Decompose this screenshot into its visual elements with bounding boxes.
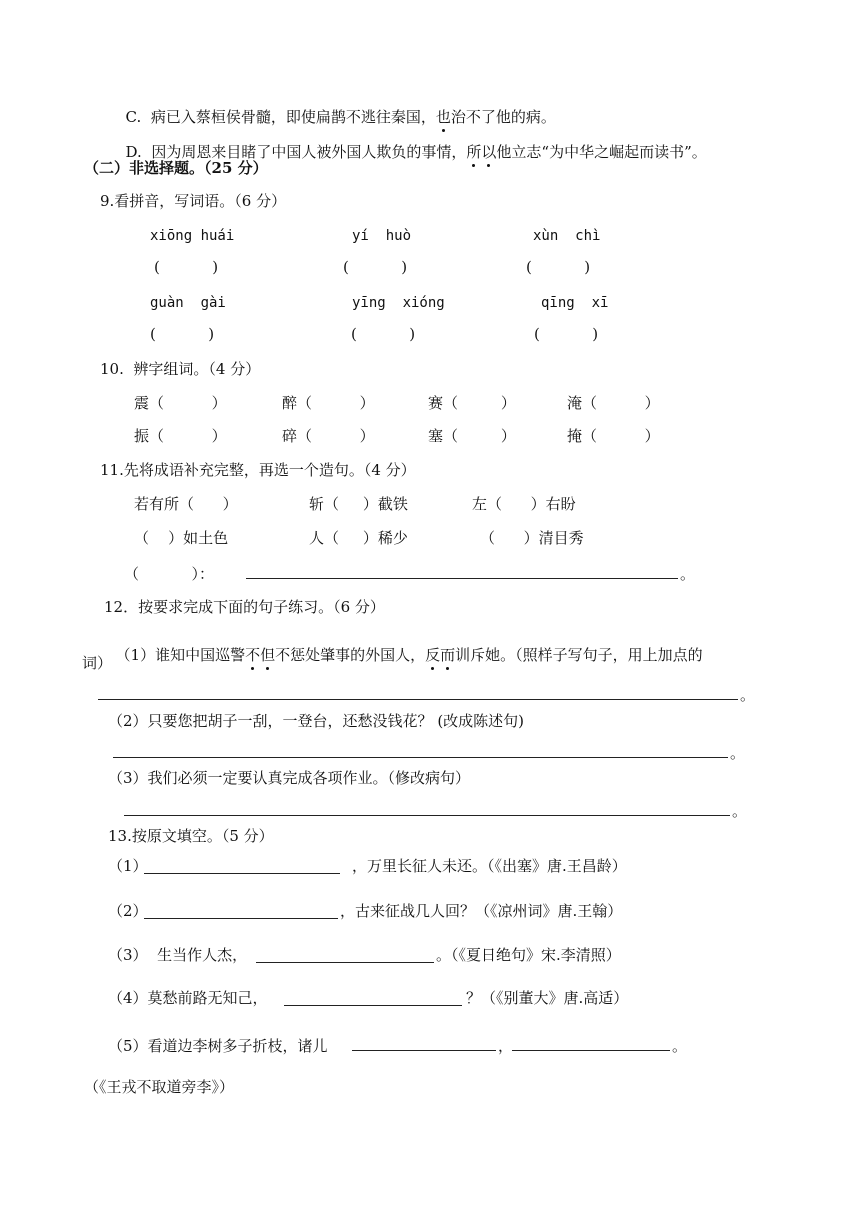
q12-answer-line-2[interactable] <box>113 757 728 758</box>
poem-line-3-text: 。（《夏日绝句》宋.李清照） <box>436 946 621 964</box>
sentence-end: 。 <box>680 565 696 583</box>
poem-line-5-end: 。 <box>672 1037 688 1055</box>
char-group-5[interactable]: 振（ ） <box>134 427 227 445</box>
q13-title: 13.按原文填空。（5 分） <box>108 827 274 845</box>
q10-title: 10. 辨字组词。（4 分） <box>100 360 261 378</box>
idiom-4[interactable]: （ ）如土色 <box>134 529 229 547</box>
char-group-2[interactable]: 醉（ ） <box>282 394 375 412</box>
q12-sentence-1 <box>106 625 703 665</box>
option-d-text-end: 他立志“为中华之崛起而读书”。 <box>496 143 707 161</box>
pinyin-6: qīng xī <box>541 295 609 311</box>
char-group-6[interactable]: 碎（ ） <box>282 427 375 445</box>
q12-sentence-1-wrap: 词） <box>82 654 113 672</box>
poem-line-4-text: ？（《别董大》唐.高适） <box>466 989 629 1007</box>
char-group-4[interactable]: 淹（ ） <box>567 394 660 412</box>
q12-end-2: 。 <box>730 744 746 762</box>
poem-blank-5b[interactable] <box>512 1050 670 1051</box>
poem-blank-2[interactable] <box>144 918 338 919</box>
poem-line-5-comma: ， <box>498 1037 514 1055</box>
pinyin-4: guàn gài <box>150 295 226 311</box>
option-c-label: C. <box>125 108 142 126</box>
idiom-6[interactable]: （ ）清目秀 <box>480 529 584 547</box>
answer-paren-2[interactable]: ( ) <box>343 258 408 276</box>
idiom-5[interactable]: 人（ ）稀少 <box>309 529 408 547</box>
idiom-2[interactable]: 斩（ ）截铁 <box>309 495 408 513</box>
answer-paren-6[interactable]: ( ) <box>534 325 599 343</box>
poem-blank-4[interactable] <box>284 1005 462 1006</box>
answer-paren-3[interactable]: ( ) <box>526 258 591 276</box>
q12-title: 12．按要求完成下面的句子练习。（6 分） <box>104 598 385 616</box>
section-title: （二）非选择题。（25 分） <box>84 159 268 177</box>
q12-s1-text-end: 训斥她。（照样子写句子，用上加点的 <box>455 646 703 664</box>
poem-line-4-label: （4）莫愁前路无知己， <box>108 989 268 1007</box>
emphasis-char: 也 <box>435 108 451 126</box>
poem-source: （《王戎不取道旁李》） <box>84 1078 235 1096</box>
poem-blank-3[interactable] <box>256 962 434 963</box>
q12-s1-text: （1）谁知中国巡警 <box>115 646 246 664</box>
pinyin-3: xùn chì <box>533 228 601 244</box>
q9-title: 9.看拼音，写词语。（6 分） <box>100 192 287 210</box>
option-c-text-end: 治不了他的病。 <box>450 108 556 126</box>
poem-line-3-label: （3） 生当作人杰， <box>108 946 248 964</box>
poem-line-1-label: （1） <box>108 857 148 875</box>
emphasis-char: 但 <box>260 646 276 664</box>
emphasis-char: 不 <box>245 646 261 664</box>
poem-line-1-text: ，万里长征人未还。（《出塞》唐.王昌龄） <box>352 857 627 875</box>
char-group-7[interactable]: 塞（ ） <box>428 427 516 445</box>
q12-answer-line-3[interactable] <box>124 815 730 816</box>
idiom-3[interactable]: 左（ ）右盼 <box>472 495 576 513</box>
q12-sentence-3: （3）我们必须一定要认真完成各项作业。（修改病句） <box>108 769 471 787</box>
emphasis-char: 而 <box>440 646 456 664</box>
emphasis-char: 所 <box>466 143 482 161</box>
idiom-1[interactable]: 若有所（ ） <box>134 495 238 513</box>
q12-s1-text-mid: 不惩处肇事的外国人， <box>275 646 426 664</box>
pinyin-2: yí huò <box>352 228 412 244</box>
q11-title: 11.先将成语补充完整，再选一个造句。（4 分） <box>100 461 416 479</box>
poem-line-5-label: （5）看道边李树多子折枝，诸儿 <box>108 1037 328 1055</box>
option-d <box>116 122 707 162</box>
sentence-answer-line[interactable] <box>246 578 678 579</box>
option-c-text: 病已入蔡桓侯骨髓，即使扁鹊不逃往秦国， <box>150 108 436 126</box>
q12-end-1: 。 <box>740 686 756 704</box>
q12-sentence-2: （2）只要您把胡子一刮，一登台，还愁没钱花？ (改成陈述句) <box>108 712 525 730</box>
emphasis-char: 反 <box>425 646 441 664</box>
sentence-idiom-paren[interactable]: （ ）： <box>124 565 214 583</box>
char-group-3[interactable]: 赛（ ） <box>428 394 516 412</box>
q12-end-3: 。 <box>732 802 748 820</box>
answer-paren-5[interactable]: ( ) <box>351 325 416 343</box>
char-group-8[interactable]: 掩（ ） <box>567 427 660 445</box>
poem-blank-1[interactable] <box>144 873 340 874</box>
answer-paren-4[interactable]: ( ) <box>150 325 215 343</box>
option-d-label: D. <box>125 143 142 161</box>
poem-line-2-label: （2） <box>108 902 148 920</box>
q12-answer-line-1[interactable] <box>98 699 738 700</box>
pinyin-1: xiōng huái <box>150 228 235 244</box>
option-c <box>116 87 556 127</box>
poem-line-2-text: ，古来征战几人回？（《凉州词》唐.王翰） <box>340 902 623 920</box>
answer-paren-1[interactable]: ( ) <box>154 258 219 276</box>
option-d-text: 因为周恩来目睹了中国人被外国人欺负的事情， <box>151 143 467 161</box>
pinyin-5: yīng xióng <box>352 295 445 311</box>
poem-blank-5a[interactable] <box>352 1050 496 1051</box>
char-group-1[interactable]: 震（ ） <box>134 394 227 412</box>
emphasis-char: 以 <box>481 143 497 161</box>
